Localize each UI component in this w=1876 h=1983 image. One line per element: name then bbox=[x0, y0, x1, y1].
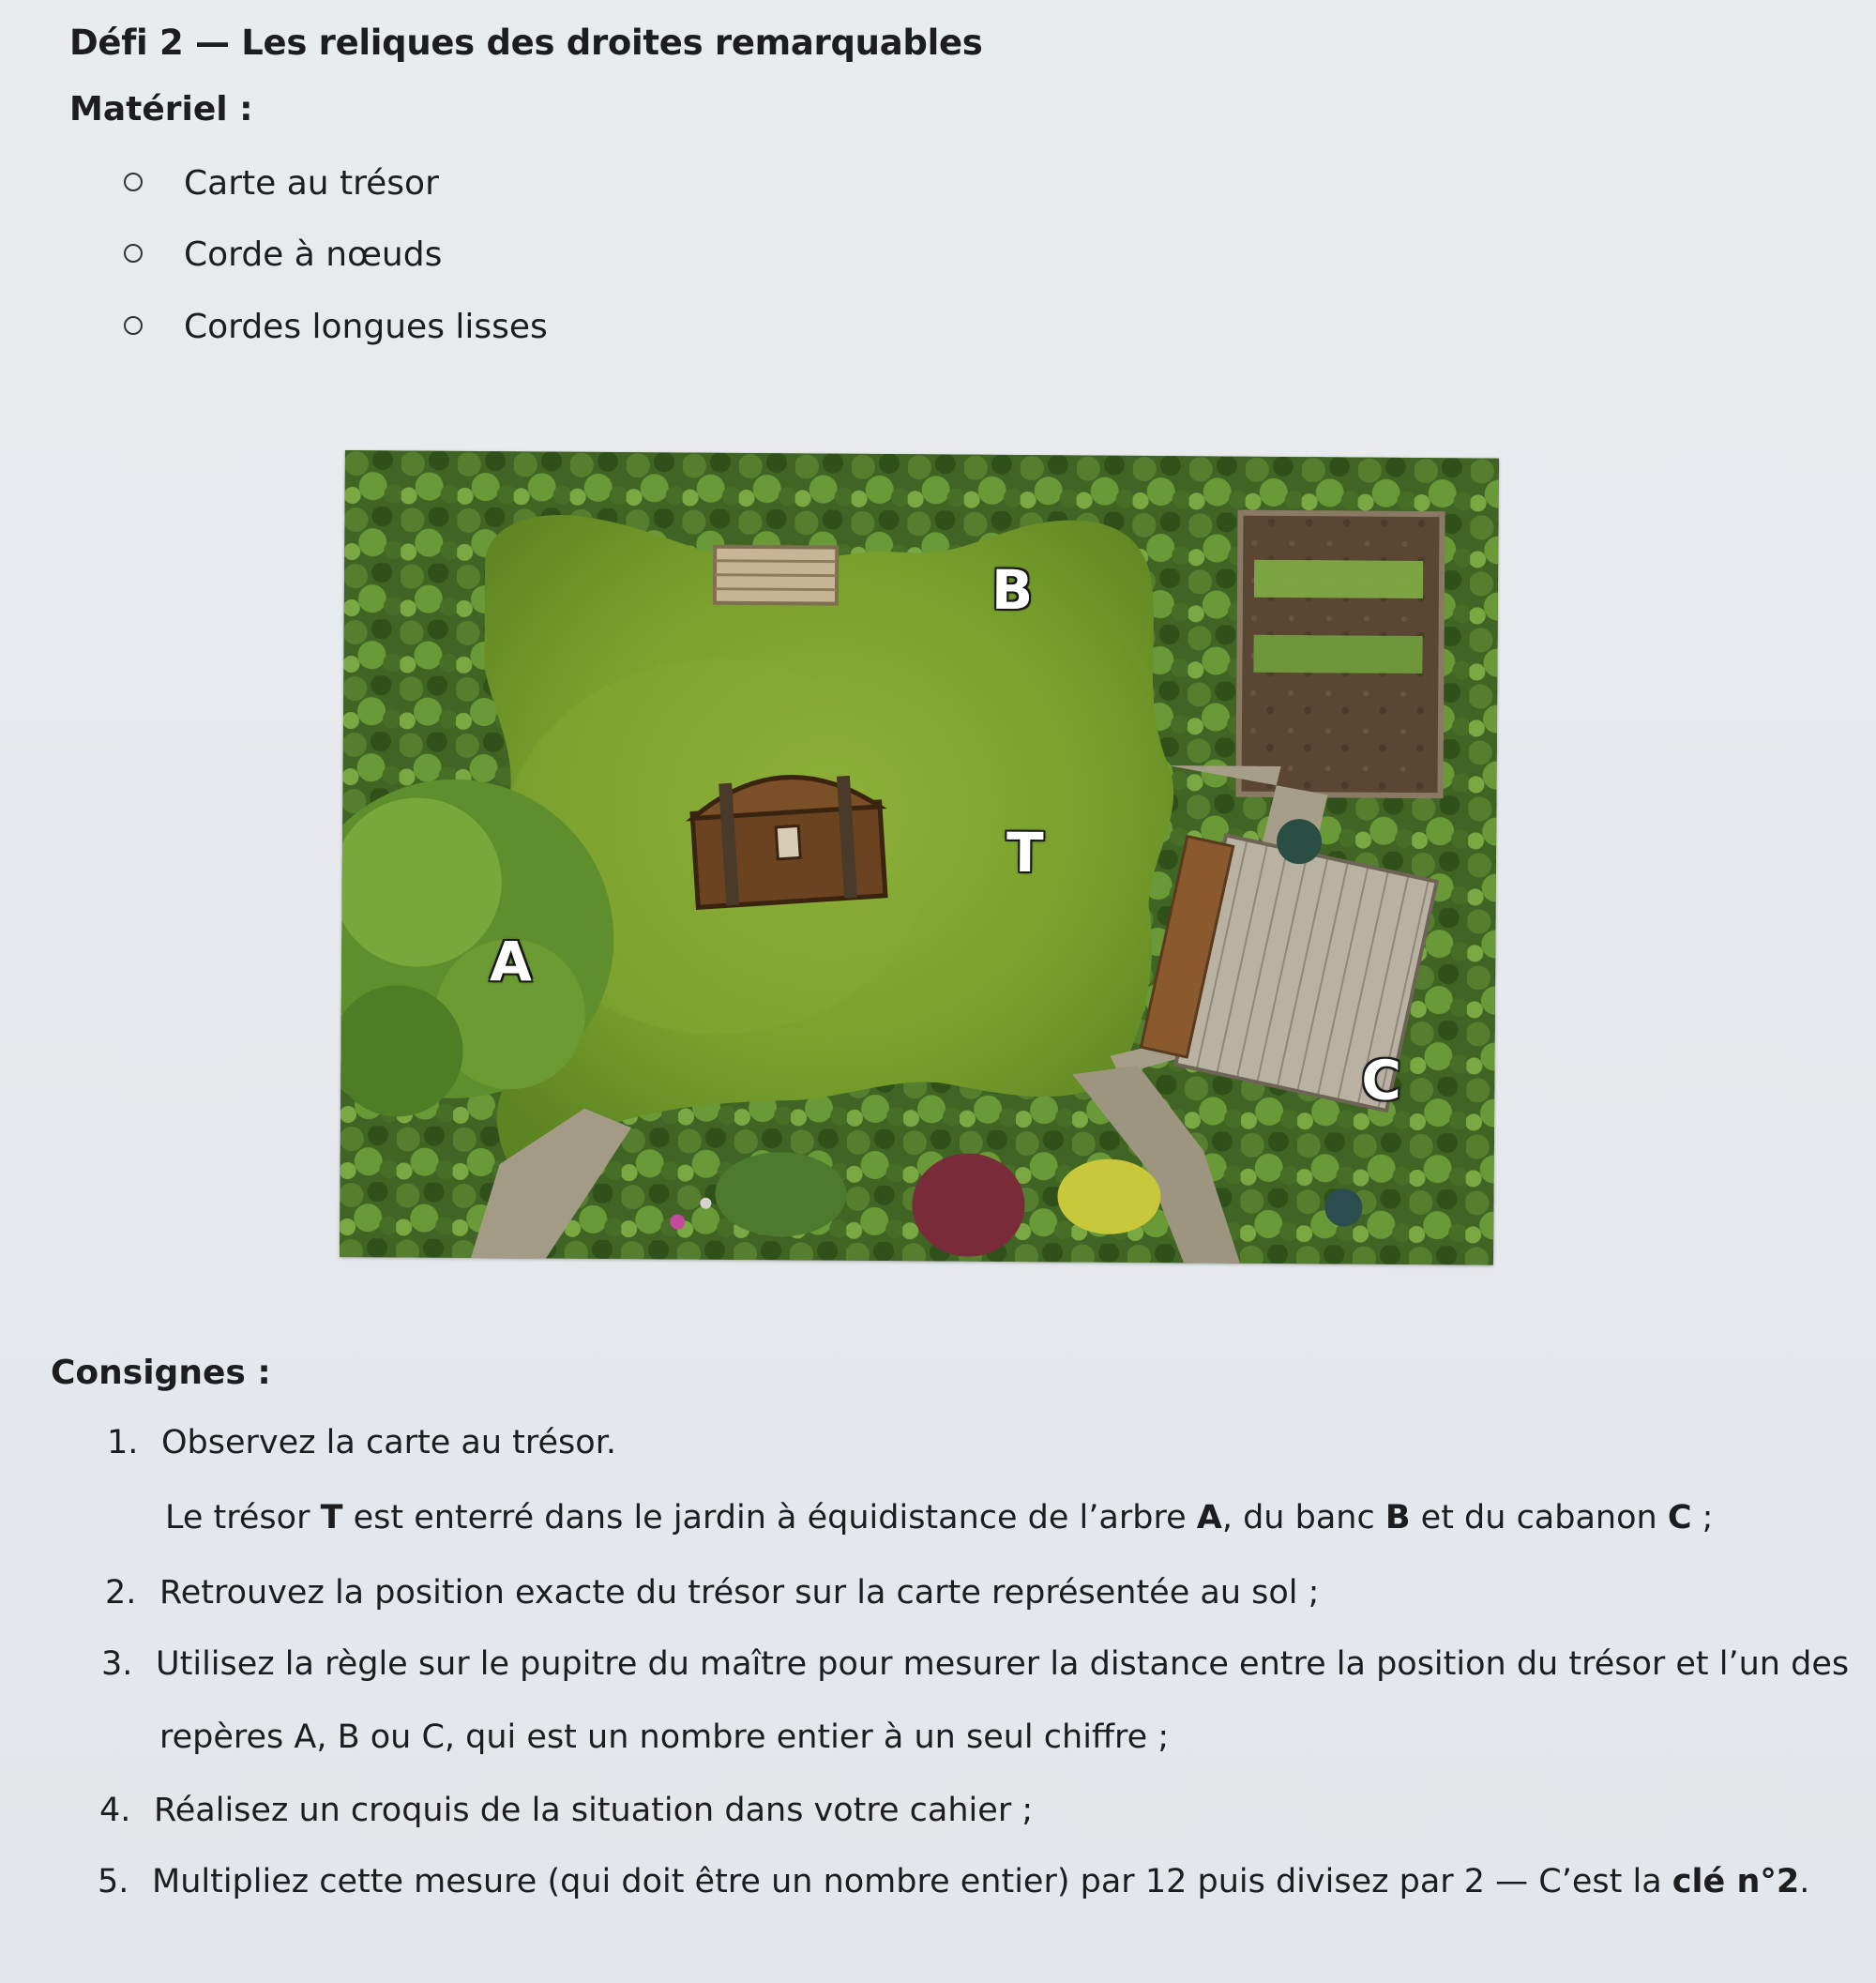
instruction-number: 4. bbox=[99, 1792, 131, 1829]
instruction-number: 3. bbox=[101, 1645, 133, 1683]
instruction-number: 2. bbox=[105, 1574, 137, 1612]
instruction-text: repères A, B ou C, qui est un nombre entier à un seul chiffre ; bbox=[159, 1718, 1170, 1756]
instruction-text: . bbox=[1799, 1863, 1810, 1900]
instruction-item bbox=[165, 1499, 1713, 1536]
shed-label-c: C bbox=[1361, 1048, 1402, 1113]
tree-label-a: A bbox=[489, 930, 533, 994]
list-item-label: Carte au trésor bbox=[184, 164, 439, 203]
instruction-item bbox=[159, 1718, 1169, 1756]
instruction-text: Multipliez cette mesure (qui doit être un nombre entier) par 12 puis divisez par 2 — C’est la bbox=[152, 1863, 1672, 1900]
instruction-item bbox=[99, 1792, 1033, 1829]
consignes-heading: Consignes : bbox=[51, 1354, 271, 1392]
instruction-text: ; bbox=[1691, 1499, 1714, 1536]
materiel-heading: Matériel : bbox=[69, 90, 253, 129]
instruction-text: Utilisez la règle sur le pupitre du maître pour mesurer la distance entre la position du trésor et l’un des bbox=[156, 1645, 1850, 1683]
list-item bbox=[124, 164, 439, 203]
instruction-item bbox=[107, 1424, 616, 1461]
instruction-text: , du banc bbox=[1221, 1499, 1385, 1536]
instruction-text: Retrouvez la position exacte du trésor sur la carte représentée au sol ; bbox=[159, 1574, 1320, 1612]
instruction-item bbox=[101, 1645, 1849, 1683]
treasure-map bbox=[340, 450, 1499, 1265]
list-item bbox=[124, 235, 442, 274]
bench-label-b: B bbox=[991, 557, 1034, 623]
instruction-item bbox=[105, 1574, 1319, 1612]
circle-bullet-icon bbox=[124, 244, 143, 263]
instruction-text: et du cabanon bbox=[1410, 1499, 1668, 1536]
list-item-label: Corde à nœuds bbox=[184, 235, 443, 274]
page-title: Défi 2 — Les reliques des droites remarquables bbox=[69, 23, 983, 63]
instruction-text: est enterré dans le jardin à équidistance de l’arbre bbox=[342, 1499, 1197, 1536]
instruction-number: 5. bbox=[98, 1863, 129, 1900]
tree-ref: A bbox=[1196, 1499, 1222, 1536]
garden-illustration bbox=[340, 450, 1499, 1265]
circle-bullet-icon bbox=[124, 316, 143, 335]
key-label: clé n°2 bbox=[1672, 1863, 1800, 1900]
instruction-text: Le trésor bbox=[165, 1499, 321, 1536]
circle-bullet-icon bbox=[124, 173, 143, 191]
treasure-label-t: T bbox=[1006, 820, 1044, 886]
instruction-text: Observez la carte au trésor. bbox=[161, 1424, 617, 1461]
shed-ref: C bbox=[1667, 1499, 1692, 1536]
list-item bbox=[124, 308, 548, 346]
instruction-item bbox=[98, 1863, 1809, 1900]
treasure-ref: T bbox=[320, 1499, 343, 1536]
instruction-text: Réalisez un croquis de la situation dans votre cahier ; bbox=[154, 1792, 1034, 1829]
instruction-number: 1. bbox=[107, 1424, 139, 1461]
bench-ref: B bbox=[1384, 1499, 1411, 1536]
list-item-label: Cordes longues lisses bbox=[184, 308, 548, 346]
